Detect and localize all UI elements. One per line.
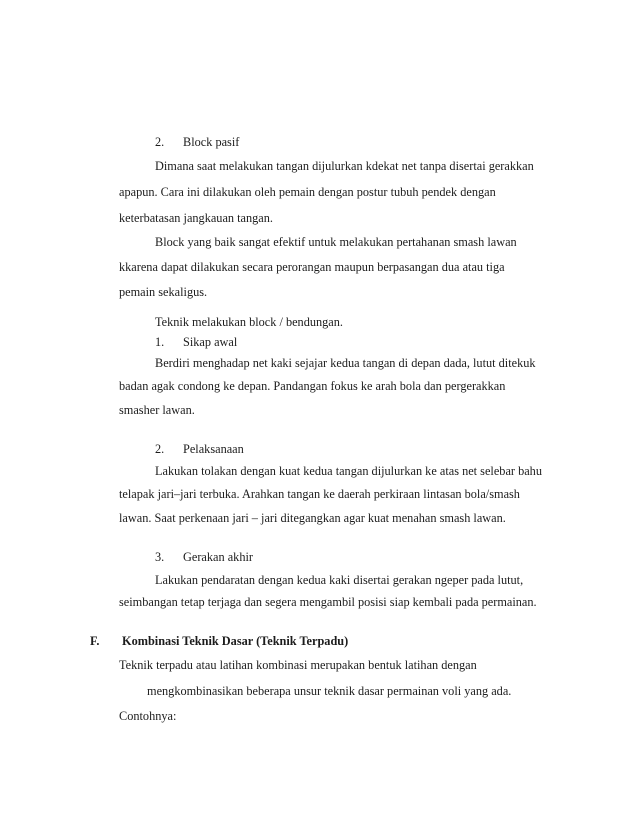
paragraph-line: seimbangan tetap terjaga dan segera mengambil posisi siap kembali pada permainan.	[119, 595, 537, 609]
paragraph-line: Block yang baik sangat efektif untuk melakukan pertahanan smash lawan	[155, 235, 517, 249]
item-number: 3.	[155, 550, 165, 564]
paragraph-line: lawan. Saat perkenaan jari – jari ditegangkan agar kuat menahan smash lawan.	[119, 511, 506, 525]
paragraph-line: keterbatasan jangkauan tangan.	[119, 211, 273, 225]
subheading: Teknik melakukan block / bendungan.	[155, 315, 343, 329]
section-title: Kombinasi Teknik Dasar (Teknik Terpadu)	[122, 634, 349, 648]
item-title: Gerakan akhir	[183, 550, 253, 564]
paragraph-line: telapak jari–jari terbuka. Arahkan tangan ke daerah perkiraan lintasan bola/smash	[119, 487, 520, 501]
paragraph-line: Teknik terpadu atau latihan kombinasi merupakan bentuk latihan dengan	[119, 658, 477, 672]
paragraph-line: mengkombinasikan beberapa unsur teknik dasar permainan voli yang ada.	[147, 684, 512, 698]
paragraph-line: kkarena dapat dilakukan secara perorangan maupun berpasangan dua atau tiga	[119, 260, 505, 274]
paragraph-line: Dimana saat melakukan tangan dijulurkan kdekat net tanpa disertai gerakkan	[155, 159, 534, 173]
item-title: Sikap awal	[183, 335, 238, 349]
section-letter: F.	[90, 634, 100, 648]
paragraph-line: Contohnya:	[119, 709, 177, 723]
paragraph-line: apapun. Cara ini dilakukan oleh pemain dengan postur tubuh pendek dengan	[119, 185, 496, 199]
paragraph-line: Lakukan pendaratan dengan kedua kaki disertai gerakan ngeper pada lutut,	[155, 573, 524, 587]
item-number: 2.	[155, 442, 165, 456]
item-number: 2.	[155, 135, 165, 149]
item-number: 1.	[155, 335, 165, 349]
item-title: Pelaksanaan	[183, 442, 244, 456]
paragraph-line: Berdiri menghadap net kaki sejajar kedua tangan di depan dada, lutut ditekuk	[155, 356, 536, 370]
paragraph-line: pemain sekaligus.	[119, 285, 208, 299]
paragraph-line: badan agak condong ke depan. Pandangan fokus ke arah bola dan pergerakkan	[119, 379, 506, 393]
paragraph-line: smasher lawan.	[119, 403, 195, 417]
item-title: Block pasif	[183, 135, 240, 149]
paragraph-line: Lakukan tolakan dengan kuat kedua tangan dijulurkan ke atas net selebar bahu	[155, 464, 542, 478]
